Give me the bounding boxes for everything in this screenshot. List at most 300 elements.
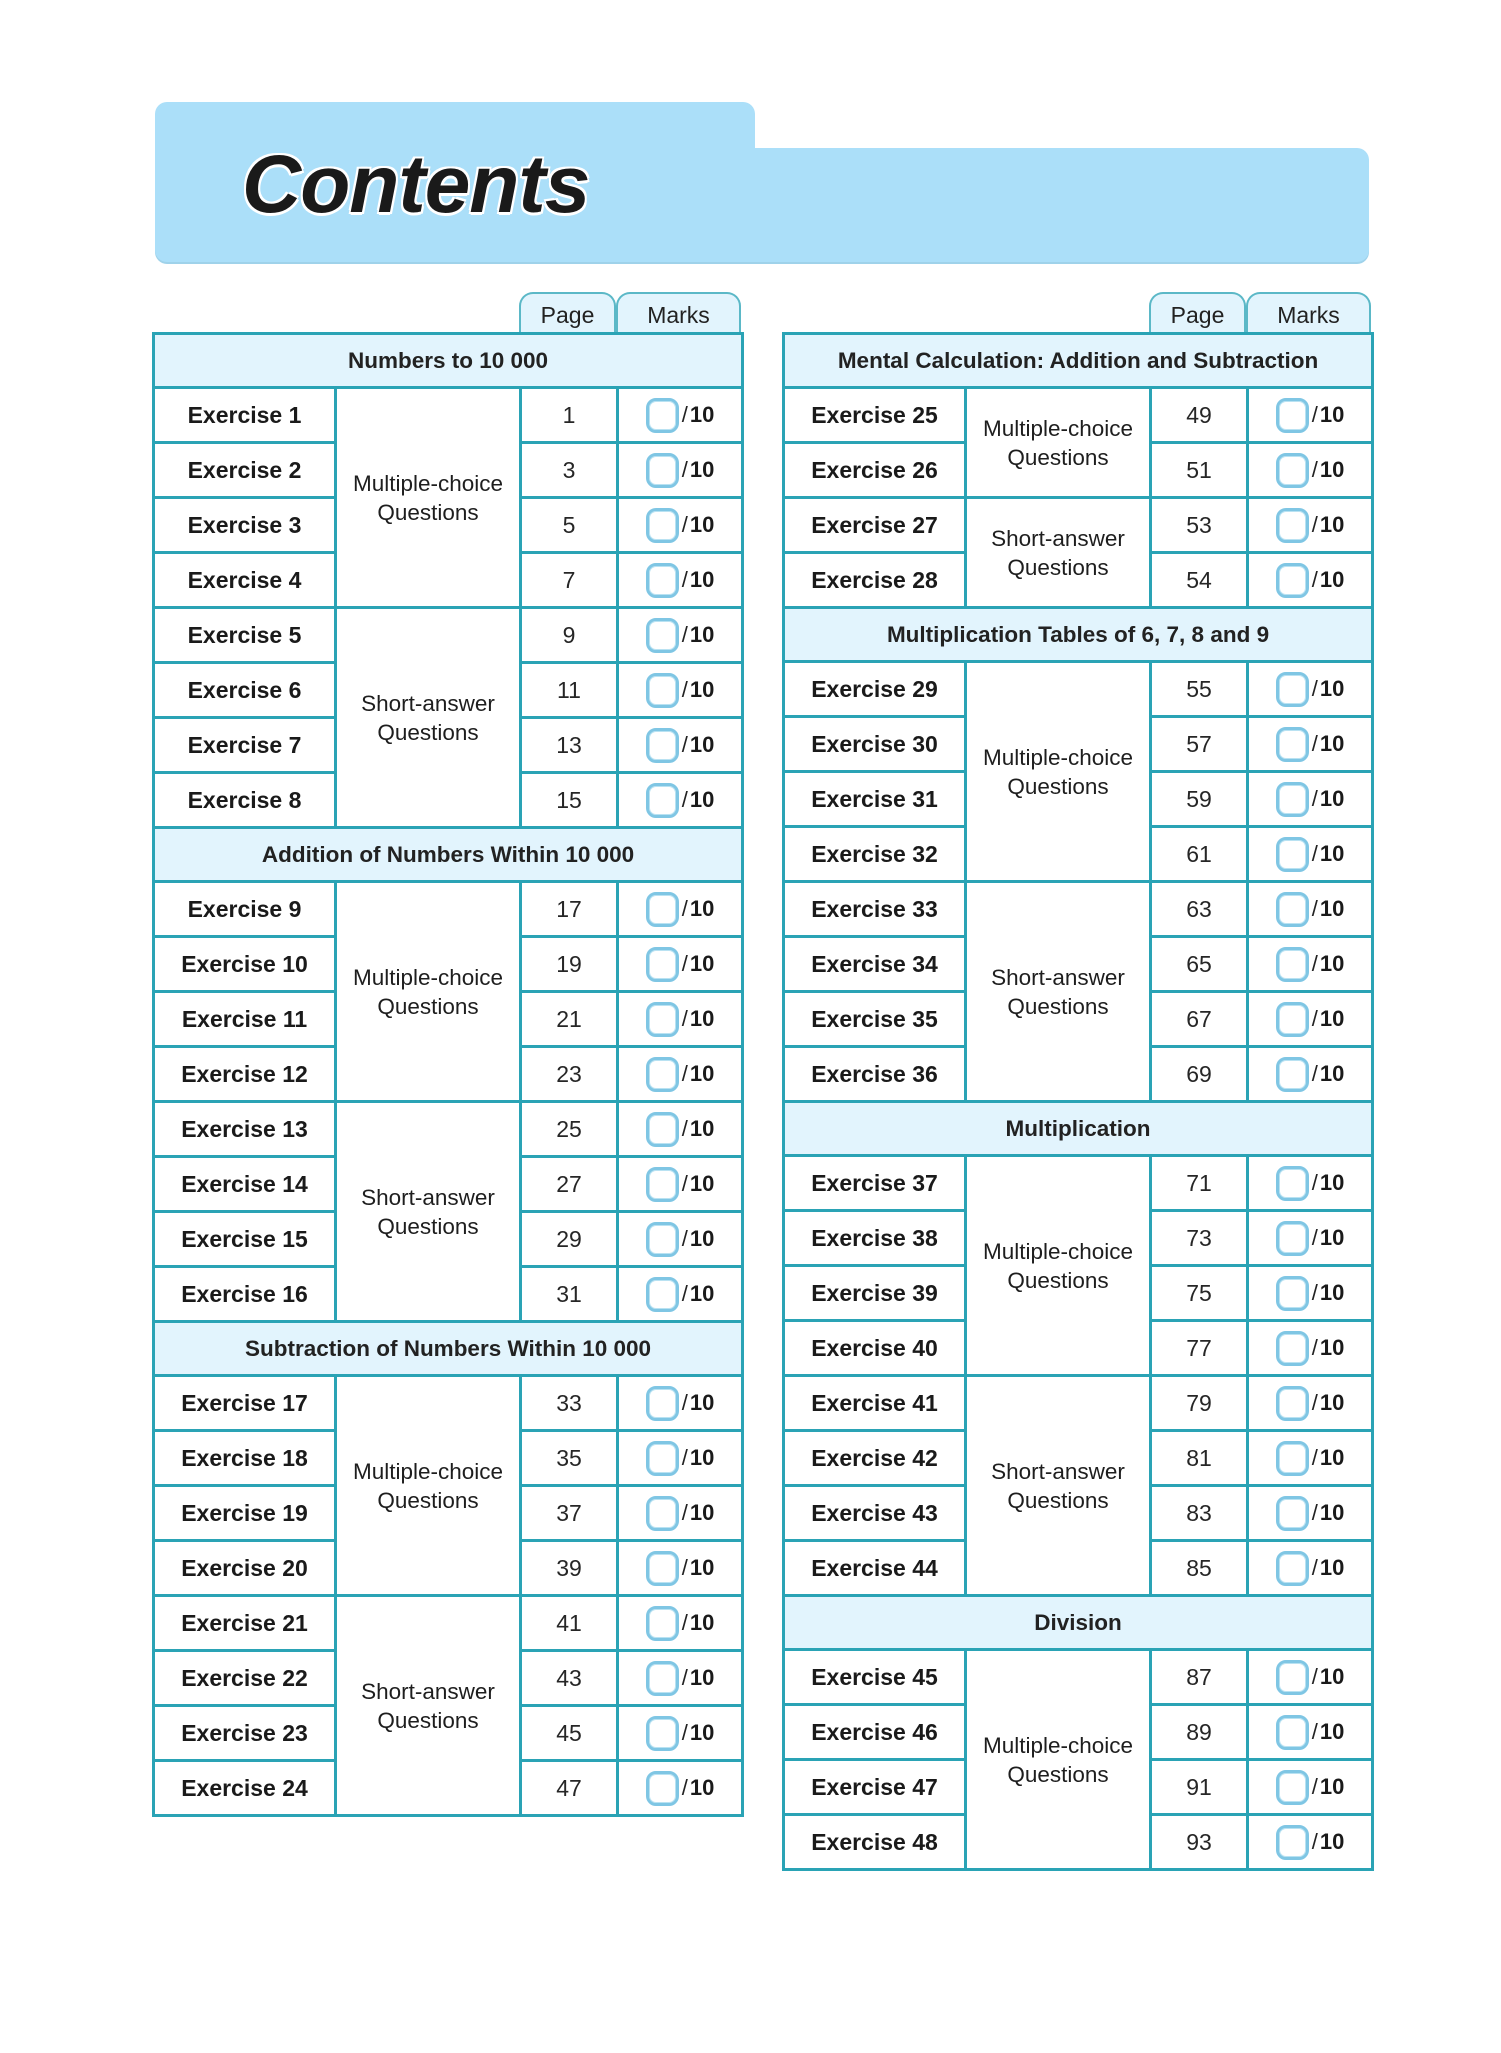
marks-cell [618, 1541, 743, 1596]
marks-cell [1248, 1486, 1373, 1541]
question-type [336, 1376, 521, 1596]
score-total: 10 [689, 896, 715, 921]
score-total: 10 [1319, 402, 1345, 427]
exercise-name[interactable]: Exercise 15 [154, 1212, 336, 1267]
exercise-name[interactable]: Exercise 6 [154, 663, 336, 718]
score-input-box[interactable] [1276, 837, 1309, 872]
marks-cell [1248, 1541, 1373, 1596]
exercise-name[interactable]: Exercise 23 [154, 1706, 336, 1761]
exercise-name[interactable]: Exercise 38 [784, 1211, 966, 1266]
question-type-line1: Multiple-choice [352, 470, 504, 496]
page-number[interactable]: 21 [521, 992, 618, 1047]
exercise-name[interactable]: Exercise 1 [154, 388, 336, 443]
exercise-name[interactable]: Exercise 34 [784, 937, 966, 992]
page-number[interactable]: 27 [521, 1157, 618, 1212]
question-type [966, 882, 1151, 1102]
question-type [336, 1596, 521, 1816]
score-total: 10 [1319, 1061, 1345, 1086]
page-number[interactable]: 13 [521, 718, 618, 773]
exercise-name[interactable]: Exercise 42 [784, 1431, 966, 1486]
section-row [784, 608, 1373, 662]
exercise-name[interactable]: Exercise 30 [784, 717, 966, 772]
marks-cell [618, 1596, 743, 1651]
exercise-row [784, 1650, 1373, 1705]
section-title: Numbers to 10 000 [154, 334, 743, 388]
score-separator: / [1311, 1829, 1318, 1854]
question-type-line2: Questions [377, 499, 479, 525]
score-input-box[interactable] [1276, 782, 1309, 817]
page-number[interactable]: 1 [521, 388, 618, 443]
page-number[interactable]: 15 [521, 773, 618, 828]
score-input-box[interactable] [646, 728, 679, 763]
question-type-line1: Multiple-choice [352, 964, 504, 990]
exercise-row [154, 1376, 743, 1431]
score-input-box[interactable] [646, 1057, 679, 1092]
score-input-box[interactable] [1276, 563, 1309, 598]
score-input-box[interactable] [1276, 1825, 1309, 1860]
score-total: 10 [1319, 1555, 1345, 1580]
page-number[interactable]: 57 [1151, 717, 1248, 772]
score-input-box[interactable] [646, 398, 679, 433]
exercise-name[interactable]: Exercise 41 [784, 1376, 966, 1431]
score-separator: / [681, 622, 688, 647]
score-input-box[interactable] [646, 892, 679, 927]
section-row [784, 334, 1373, 388]
score-input-box[interactable] [1276, 508, 1309, 543]
score-input-box[interactable] [646, 1386, 679, 1421]
exercise-row [154, 1596, 743, 1651]
marks-cell [618, 1102, 743, 1157]
question-type [966, 388, 1151, 498]
question-type-line2: Questions [377, 719, 479, 745]
score-separator: / [681, 1061, 688, 1086]
question-type-line1: Multiple-choice [982, 1732, 1134, 1758]
question-type [966, 1376, 1151, 1596]
score-input-box[interactable] [1276, 892, 1309, 927]
exercise-name[interactable]: Exercise 7 [154, 718, 336, 773]
column-header-tabs [152, 290, 741, 332]
exercise-name[interactable]: Exercise 48 [784, 1815, 966, 1870]
marks-cell [618, 937, 743, 992]
page-number[interactable]: 67 [1151, 992, 1248, 1047]
score-input-box[interactable] [646, 1496, 679, 1531]
score-total: 10 [689, 732, 715, 757]
marks-cell [618, 1761, 743, 1816]
exercise-name[interactable]: Exercise 12 [154, 1047, 336, 1102]
exercise-name[interactable]: Exercise 33 [784, 882, 966, 937]
score-separator: / [681, 677, 688, 702]
score-separator: / [1311, 1390, 1318, 1415]
exercise-name[interactable]: Exercise 21 [154, 1596, 336, 1651]
marks-cell [618, 443, 743, 498]
page-number[interactable]: 11 [521, 663, 618, 718]
marks-cell [1248, 1650, 1373, 1705]
exercise-name[interactable]: Exercise 31 [784, 772, 966, 827]
page-number[interactable]: 85 [1151, 1541, 1248, 1596]
exercise-name[interactable]: Exercise 25 [784, 388, 966, 443]
score-separator: / [681, 1281, 688, 1306]
score-input-box[interactable] [1276, 1441, 1309, 1476]
score-separator: / [1311, 1280, 1318, 1305]
score-separator: / [681, 951, 688, 976]
page-number[interactable]: 23 [521, 1047, 618, 1102]
score-input-box[interactable] [1276, 1496, 1309, 1531]
exercise-name[interactable]: Exercise 35 [784, 992, 966, 1047]
exercise-name[interactable]: Exercise 37 [784, 1156, 966, 1211]
exercise-row [784, 1156, 1373, 1211]
score-total: 10 [689, 1006, 715, 1031]
score-total: 10 [1319, 676, 1345, 701]
score-separator: / [1311, 1006, 1318, 1031]
section-title: Division [784, 1596, 1373, 1650]
score-separator: / [681, 402, 688, 427]
score-total: 10 [1319, 1225, 1345, 1250]
score-input-box[interactable] [1276, 1386, 1309, 1421]
score-input-box[interactable] [646, 563, 679, 598]
marks-cell [1248, 1321, 1373, 1376]
score-input-box[interactable] [646, 1002, 679, 1037]
marks-cell [1248, 1047, 1373, 1102]
question-type-line1: Multiple-choice [982, 744, 1134, 770]
marks-cell [618, 1212, 743, 1267]
question-type [966, 1156, 1151, 1376]
score-input-box[interactable] [646, 1441, 679, 1476]
marks-cell [1248, 1211, 1373, 1266]
marks-cell [618, 1267, 743, 1322]
section-title: Multiplication Tables of 6, 7, 8 and 9 [784, 608, 1373, 662]
section-row [784, 1596, 1373, 1650]
score-total: 10 [689, 402, 715, 427]
score-separator: / [1311, 786, 1318, 811]
question-type-line2: Questions [1007, 773, 1109, 799]
marks-cell [1248, 498, 1373, 553]
score-input-box[interactable] [1276, 1770, 1309, 1805]
exercise-row [784, 662, 1373, 717]
exercise-name[interactable]: Exercise 46 [784, 1705, 966, 1760]
page-title: Contents [242, 139, 590, 230]
exercise-row [154, 1102, 743, 1157]
score-input-box[interactable] [646, 947, 679, 982]
marks-cell [1248, 827, 1373, 882]
exercise-name[interactable]: Exercise 11 [154, 992, 336, 1047]
question-type-line2: Questions [1007, 993, 1109, 1019]
score-total: 10 [1319, 1280, 1345, 1305]
score-total: 10 [1319, 1719, 1345, 1744]
question-type [336, 608, 521, 828]
page-number[interactable]: 79 [1151, 1376, 1248, 1431]
page-number[interactable]: 54 [1151, 553, 1248, 608]
marks-cell [618, 498, 743, 553]
score-total: 10 [689, 567, 715, 592]
score-input-box[interactable] [646, 783, 679, 818]
score-input-box[interactable] [646, 618, 679, 653]
question-type [336, 1102, 521, 1322]
page-number[interactable]: 53 [1151, 498, 1248, 553]
exercise-name[interactable]: Exercise 43 [784, 1486, 966, 1541]
question-type-line2: Questions [1007, 1267, 1109, 1293]
exercise-name[interactable]: Exercise 19 [154, 1486, 336, 1541]
score-separator: / [681, 1226, 688, 1251]
score-input-box[interactable] [646, 1167, 679, 1202]
score-input-box[interactable] [1276, 947, 1309, 982]
question-type-line2: Questions [1007, 444, 1109, 470]
marks-cell [1248, 1431, 1373, 1486]
page-number[interactable]: 93 [1151, 1815, 1248, 1870]
contents-table [782, 332, 1374, 1871]
score-input-box[interactable] [646, 453, 679, 488]
score-input-box[interactable] [646, 1716, 679, 1751]
score-separator: / [681, 1665, 688, 1690]
score-input-box[interactable] [646, 1661, 679, 1696]
page-number[interactable]: 3 [521, 443, 618, 498]
exercise-name[interactable]: Exercise 4 [154, 553, 336, 608]
score-total: 10 [1319, 1664, 1345, 1689]
score-total: 10 [1319, 1774, 1345, 1799]
marks-cell [1248, 992, 1373, 1047]
page-number[interactable]: 81 [1151, 1431, 1248, 1486]
question-type-line2: Questions [377, 1487, 479, 1513]
column-header-tabs [782, 290, 1371, 332]
page-number[interactable]: 43 [521, 1651, 618, 1706]
exercise-name[interactable]: Exercise 26 [784, 443, 966, 498]
marks-cell [618, 882, 743, 937]
score-separator: / [681, 1445, 688, 1470]
score-input-box[interactable] [1276, 453, 1309, 488]
exercise-name[interactable]: Exercise 44 [784, 1541, 966, 1596]
page-number[interactable]: 47 [521, 1761, 618, 1816]
score-separator: / [681, 512, 688, 537]
score-separator: / [1311, 1500, 1318, 1525]
score-input-box[interactable] [1276, 1002, 1309, 1037]
page-number[interactable]: 87 [1151, 1650, 1248, 1705]
score-separator: / [681, 1500, 688, 1525]
score-separator: / [1311, 676, 1318, 701]
question-type-line2: Questions [377, 993, 479, 1019]
exercise-name[interactable]: Exercise 29 [784, 662, 966, 717]
page-number[interactable]: 63 [1151, 882, 1248, 937]
marks-cell [618, 608, 743, 663]
page-number[interactable]: 7 [521, 553, 618, 608]
question-type-line1: Short-answer [991, 964, 1125, 990]
marks-cell [1248, 1156, 1373, 1211]
marks-cell [618, 718, 743, 773]
marks-column-header: Marks [616, 292, 741, 332]
exercise-row [154, 882, 743, 937]
page-number[interactable]: 59 [1151, 772, 1248, 827]
page-number[interactable]: 73 [1151, 1211, 1248, 1266]
score-separator: / [1311, 1225, 1318, 1250]
score-input-box[interactable] [646, 673, 679, 708]
score-separator: / [1311, 567, 1318, 592]
marks-cell [618, 773, 743, 828]
exercise-name[interactable]: Exercise 16 [154, 1267, 336, 1322]
page-number[interactable]: 49 [1151, 388, 1248, 443]
page-number[interactable]: 35 [521, 1431, 618, 1486]
score-separator: / [1311, 402, 1318, 427]
marks-cell [618, 1157, 743, 1212]
score-total: 10 [689, 457, 715, 482]
score-separator: / [1311, 1335, 1318, 1360]
question-type-line1: Short-answer [361, 1184, 495, 1210]
score-separator: / [1311, 457, 1318, 482]
marks-cell [618, 1706, 743, 1761]
score-input-box[interactable] [1276, 1276, 1309, 1311]
page-number[interactable]: 65 [1151, 937, 1248, 992]
exercise-name[interactable]: Exercise 40 [784, 1321, 966, 1376]
marks-cell [1248, 717, 1373, 772]
score-input-box[interactable] [1276, 1057, 1309, 1092]
question-type-line2: Questions [1007, 1761, 1109, 1787]
score-total: 10 [689, 1116, 715, 1141]
marks-cell [618, 388, 743, 443]
marks-cell [1248, 1266, 1373, 1321]
exercise-name[interactable]: Exercise 27 [784, 498, 966, 553]
marks-cell [618, 1431, 743, 1486]
score-total: 10 [689, 1226, 715, 1251]
marks-cell [618, 1486, 743, 1541]
page-number[interactable]: 91 [1151, 1760, 1248, 1815]
exercise-name[interactable]: Exercise 2 [154, 443, 336, 498]
score-total: 10 [1319, 512, 1345, 537]
exercise-name[interactable]: Exercise 39 [784, 1266, 966, 1321]
exercise-name[interactable]: Exercise 20 [154, 1541, 336, 1596]
page-number[interactable]: 77 [1151, 1321, 1248, 1376]
score-total: 10 [689, 1610, 715, 1635]
score-separator: / [681, 1610, 688, 1635]
page-column-header: Page [1149, 292, 1246, 332]
page-number[interactable]: 31 [521, 1267, 618, 1322]
score-input-box[interactable] [1276, 398, 1309, 433]
question-type-line1: Short-answer [991, 525, 1125, 551]
section-row [154, 1322, 743, 1376]
page-number[interactable]: 9 [521, 608, 618, 663]
score-input-box[interactable] [1276, 1660, 1309, 1695]
page-number[interactable]: 71 [1151, 1156, 1248, 1211]
exercise-name[interactable]: Exercise 14 [154, 1157, 336, 1212]
score-separator: / [681, 732, 688, 757]
score-input-box[interactable] [646, 1771, 679, 1806]
marks-cell [618, 663, 743, 718]
page-number[interactable]: 61 [1151, 827, 1248, 882]
page-number[interactable]: 37 [521, 1486, 618, 1541]
score-separator: / [681, 1171, 688, 1196]
score-separator: / [1311, 1061, 1318, 1086]
exercise-name[interactable]: Exercise 3 [154, 498, 336, 553]
score-separator: / [1311, 512, 1318, 537]
score-input-box[interactable] [646, 1112, 679, 1147]
page-number[interactable]: 17 [521, 882, 618, 937]
page-number[interactable]: 89 [1151, 1705, 1248, 1760]
score-total: 10 [689, 1171, 715, 1196]
marks-cell [1248, 1376, 1373, 1431]
page-number[interactable]: 69 [1151, 1047, 1248, 1102]
question-type [966, 498, 1151, 608]
exercise-name[interactable]: Exercise 17 [154, 1376, 336, 1431]
score-input-box[interactable] [1276, 672, 1309, 707]
marks-cell [1248, 1815, 1373, 1870]
page-number[interactable]: 39 [521, 1541, 618, 1596]
page-number[interactable]: 19 [521, 937, 618, 992]
marks-cell [1248, 553, 1373, 608]
marks-cell [1248, 443, 1373, 498]
score-input-box[interactable] [1276, 1166, 1309, 1201]
score-input-box[interactable] [646, 1222, 679, 1257]
marks-cell [1248, 882, 1373, 937]
marks-cell [618, 1651, 743, 1706]
score-input-box[interactable] [1276, 1715, 1309, 1750]
score-total: 10 [689, 622, 715, 647]
page-number[interactable]: 55 [1151, 662, 1248, 717]
exercise-name[interactable]: Exercise 8 [154, 773, 336, 828]
page-number[interactable]: 5 [521, 498, 618, 553]
question-type-line1: Multiple-choice [982, 415, 1134, 441]
page-number[interactable]: 45 [521, 1706, 618, 1761]
exercise-row [154, 388, 743, 443]
score-separator: / [681, 787, 688, 812]
score-total: 10 [1319, 567, 1345, 592]
exercise-name[interactable]: Exercise 13 [154, 1102, 336, 1157]
exercise-name[interactable]: Exercise 10 [154, 937, 336, 992]
score-separator: / [1311, 1555, 1318, 1580]
marks-cell [618, 1376, 743, 1431]
score-input-box[interactable] [1276, 1551, 1309, 1586]
score-input-box[interactable] [646, 508, 679, 543]
exercise-name[interactable]: Exercise 45 [784, 1650, 966, 1705]
exercise-row [784, 1376, 1373, 1431]
score-separator: / [681, 1775, 688, 1800]
question-type-line2: Questions [377, 1213, 479, 1239]
page-number[interactable]: 51 [1151, 443, 1248, 498]
score-separator: / [681, 567, 688, 592]
page-number[interactable]: 25 [521, 1102, 618, 1157]
exercise-name[interactable]: Exercise 22 [154, 1651, 336, 1706]
score-input-box[interactable] [1276, 1221, 1309, 1256]
score-separator: / [681, 1006, 688, 1031]
page-number[interactable]: 75 [1151, 1266, 1248, 1321]
exercise-name[interactable]: Exercise 5 [154, 608, 336, 663]
score-input-box[interactable] [1276, 1331, 1309, 1366]
exercise-name[interactable]: Exercise 9 [154, 882, 336, 937]
score-total: 10 [1319, 1335, 1345, 1360]
page-column-header: Page [519, 292, 616, 332]
exercise-name[interactable]: Exercise 32 [784, 827, 966, 882]
score-separator: / [1311, 1445, 1318, 1470]
score-input-box[interactable] [646, 1606, 679, 1641]
page-number[interactable]: 41 [521, 1596, 618, 1651]
page-number[interactable]: 83 [1151, 1486, 1248, 1541]
exercise-name[interactable]: Exercise 18 [154, 1431, 336, 1486]
score-total: 10 [689, 1445, 715, 1470]
page-number[interactable]: 29 [521, 1212, 618, 1267]
score-input-box[interactable] [646, 1551, 679, 1586]
score-input-box[interactable] [646, 1277, 679, 1312]
marks-cell [1248, 772, 1373, 827]
exercise-name[interactable]: Exercise 24 [154, 1761, 336, 1816]
score-total: 10 [689, 512, 715, 537]
page-number[interactable]: 33 [521, 1376, 618, 1431]
question-type-line1: Multiple-choice [352, 1458, 504, 1484]
score-input-box[interactable] [1276, 727, 1309, 762]
score-separator: / [681, 1390, 688, 1415]
score-total: 10 [689, 951, 715, 976]
exercise-name[interactable]: Exercise 47 [784, 1760, 966, 1815]
question-type-line1: Multiple-choice [982, 1238, 1134, 1264]
exercise-name[interactable]: Exercise 28 [784, 553, 966, 608]
question-type [966, 662, 1151, 882]
exercise-name[interactable]: Exercise 36 [784, 1047, 966, 1102]
marks-cell [618, 1047, 743, 1102]
score-total: 10 [1319, 457, 1345, 482]
